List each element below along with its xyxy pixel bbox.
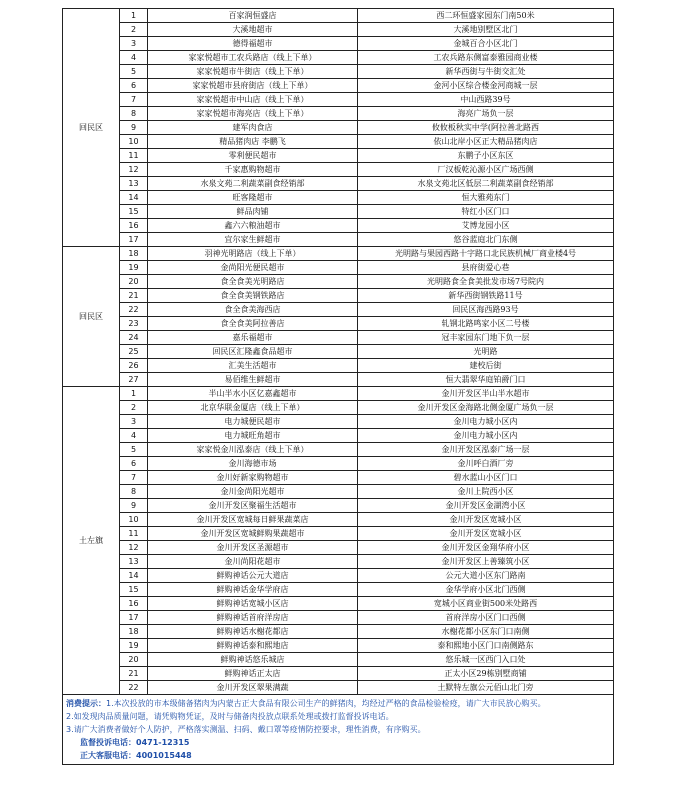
store-name: 回民区汇隆鑫食品超市 — [148, 345, 358, 359]
row-number: 21 — [120, 289, 148, 303]
store-address: 土默特左旗公元佰山北门旁 — [358, 681, 614, 695]
store-name: 家家悦超市海亮店（线上下单） — [148, 107, 358, 121]
row-number: 26 — [120, 359, 148, 373]
row-number: 14 — [120, 191, 148, 205]
store-address: 艾博龙园小区 — [358, 219, 614, 233]
row-number: 2 — [120, 401, 148, 415]
store-address: 金川开发区金湖湾小区 — [358, 499, 614, 513]
store-name: 鲜品肉铺 — [148, 205, 358, 219]
table-row — [63, 23, 614, 37]
row-number: 19 — [120, 639, 148, 653]
store-name: 金川好新家购物超市 — [148, 471, 358, 485]
table-row — [63, 345, 614, 359]
table-row — [63, 401, 614, 415]
row-number: 12 — [120, 541, 148, 555]
table-row — [63, 93, 614, 107]
supervision-hotline — [66, 736, 610, 749]
store-name: 食全食美钢铁路店 — [148, 289, 358, 303]
store-name: 北京华联金厦店（线上下单） — [148, 401, 358, 415]
row-number: 12 — [120, 163, 148, 177]
row-number: 25 — [120, 345, 148, 359]
row-number: 10 — [120, 513, 148, 527]
table-row — [63, 261, 614, 275]
store-address: 大溪地别墅区北门 — [358, 23, 614, 37]
row-number: 8 — [120, 485, 148, 499]
store-address: 金川开发区半山半水超市 — [358, 387, 614, 401]
row-number: 3 — [120, 37, 148, 51]
store-address: 恒大雅苑东门 — [358, 191, 614, 205]
store-address: 泰和熙地小区门口南侧路东 — [358, 639, 614, 653]
store-address: 冠丰家园东门地下负一层 — [358, 331, 614, 345]
district-cell: 回民区 — [63, 9, 120, 247]
store-table — [62, 8, 614, 765]
table-row — [63, 219, 614, 233]
row-number: 23 — [120, 317, 148, 331]
store-name: 金川海德市场 — [148, 457, 358, 471]
table-row — [63, 485, 614, 499]
store-address: 建校后街 — [358, 359, 614, 373]
table-row — [63, 555, 614, 569]
store-name: 食全食美海西店 — [148, 303, 358, 317]
table-row — [63, 569, 614, 583]
supervision-phone: 0471-12315 — [136, 738, 190, 747]
notice-title: 消费提示： — [66, 699, 106, 708]
store-address: 金川开发区金翔华府小区 — [358, 541, 614, 555]
table-row — [63, 51, 614, 65]
table-row — [63, 415, 614, 429]
store-address: 县府街爱心巷 — [358, 261, 614, 275]
store-address: 悠谷蓝庭北门东侧 — [358, 233, 614, 247]
table-row — [63, 387, 614, 401]
row-number: 21 — [120, 667, 148, 681]
service-hotline — [66, 749, 610, 762]
row-number: 13 — [120, 177, 148, 191]
store-name: 食全食美光明路店 — [148, 275, 358, 289]
store-address: 金川开发区金海路北侧金厦广场负一层 — [358, 401, 614, 415]
store-name: 千家惠购物超市 — [148, 163, 358, 177]
store-address: 光明路食全食美批发市场7号院内 — [358, 275, 614, 289]
table-row — [63, 667, 614, 681]
table-row — [63, 611, 614, 625]
row-number: 20 — [120, 275, 148, 289]
table-row — [63, 303, 614, 317]
store-address: 金城百合小区北门 — [358, 37, 614, 51]
row-number: 7 — [120, 471, 148, 485]
store-name: 金川开发区宽城每日鲜果蔬菜店 — [148, 513, 358, 527]
table-row — [63, 597, 614, 611]
table-row — [63, 373, 614, 387]
table-row — [63, 107, 614, 121]
table-row — [63, 457, 614, 471]
store-address: 公元大道小区东门路南 — [358, 569, 614, 583]
row-number: 16 — [120, 597, 148, 611]
store-address: 正太小区29栋别墅商铺 — [358, 667, 614, 681]
store-name: 零利便民超市 — [148, 149, 358, 163]
row-number: 9 — [120, 499, 148, 513]
store-name: 家家悦金川泓泰店（线上下单） — [148, 443, 358, 457]
store-name: 鲜购神话正太店 — [148, 667, 358, 681]
table-row — [63, 359, 614, 373]
store-address: 金川开发区宽城小区 — [358, 527, 614, 541]
table-row — [63, 149, 614, 163]
supervision-label: 监督投诉电话： — [80, 738, 136, 747]
table-row — [63, 289, 614, 303]
store-name: 嘉乐福超市 — [148, 331, 358, 345]
table-row — [63, 135, 614, 149]
store-name: 鲜购神话泰和熙地店 — [148, 639, 358, 653]
store-name: 大溪地超市 — [148, 23, 358, 37]
store-name: 金川开发区翠果满蔬 — [148, 681, 358, 695]
store-name: 金川金尚阳光超市 — [148, 485, 358, 499]
store-address: 依山北岸小区正大精品猪肉店 — [358, 135, 614, 149]
store-address: 悠乐城一区西门入口处 — [358, 653, 614, 667]
store-address: 海亮广场负一层 — [358, 107, 614, 121]
row-number: 14 — [120, 569, 148, 583]
row-number: 17 — [120, 611, 148, 625]
store-address: 恒大翡翠华庭铂爵门口 — [358, 373, 614, 387]
row-number: 6 — [120, 79, 148, 93]
store-name: 家家悦超市工农兵路店（线上下单） — [148, 51, 358, 65]
table-row — [63, 653, 614, 667]
row-number: 24 — [120, 331, 148, 345]
row-number: 6 — [120, 457, 148, 471]
store-name: 汇美生活超市 — [148, 359, 358, 373]
row-number: 15 — [120, 205, 148, 219]
store-name: 金川开发区圣源超市 — [148, 541, 358, 555]
store-address: 攸攸板秋实中学(阿拉善北路西 — [358, 121, 614, 135]
table-row — [63, 233, 614, 247]
store-name: 家家悦超市牛街店（线上下单） — [148, 65, 358, 79]
store-name: 金川开发区聚福生活超市 — [148, 499, 358, 513]
store-address: 中山西路39号 — [358, 93, 614, 107]
store-address: 金川开发区宽城小区 — [358, 513, 614, 527]
row-number: 27 — [120, 373, 148, 387]
row-number: 5 — [120, 65, 148, 79]
row-number: 7 — [120, 93, 148, 107]
row-number: 4 — [120, 51, 148, 65]
store-address: 厂汉板乾沁源小区广场西侧 — [358, 163, 614, 177]
store-name: 鲜购神话悠乐城店 — [148, 653, 358, 667]
store-name: 旺客隆超市 — [148, 191, 358, 205]
row-number: 18 — [120, 625, 148, 639]
store-address: 东鹏子小区东区 — [358, 149, 614, 163]
store-address: 工农兵路东侧富泰雅园商业楼 — [358, 51, 614, 65]
store-address: 金川开发区泓泰广场一层 — [358, 443, 614, 457]
store-address: 金川电力城小区内 — [358, 429, 614, 443]
store-name: 金川开发区宽城鲜购果蔬超市 — [148, 527, 358, 541]
table-row — [63, 275, 614, 289]
table-row — [63, 121, 614, 135]
store-name: 电力城旺角超市 — [148, 429, 358, 443]
store-address: 新华西街钢铁路11号 — [358, 289, 614, 303]
row-number: 13 — [120, 555, 148, 569]
row-number: 10 — [120, 135, 148, 149]
store-name: 鑫六六粮油超市 — [148, 219, 358, 233]
notice-line: 3.请广大消费者做好个人防护，严格落实测温、扫码、戴口罩等疫情防控要求，理性消费，有序购买。 — [66, 725, 426, 734]
table-row — [63, 527, 614, 541]
store-name: 家家悦超市县府街店（线上下单） — [148, 79, 358, 93]
row-number: 9 — [120, 121, 148, 135]
row-number: 18 — [120, 247, 148, 261]
table-row — [63, 37, 614, 51]
table-row — [63, 429, 614, 443]
row-number: 17 — [120, 233, 148, 247]
row-number: 11 — [120, 149, 148, 163]
store-name: 鲜购神话公元大道店 — [148, 569, 358, 583]
notice-row — [63, 695, 614, 765]
table-row — [63, 247, 614, 261]
district-cell: 土左旗 — [63, 387, 120, 695]
store-address: 金华学府小区北门西侧 — [358, 583, 614, 597]
row-number: 3 — [120, 415, 148, 429]
store-name: 鲜购神话金华学府店 — [148, 583, 358, 597]
store-address: 金川上院西小区 — [358, 485, 614, 499]
store-address: 金川开发区上善臻筑小区 — [358, 555, 614, 569]
table-row — [63, 681, 614, 695]
table-row — [63, 541, 614, 555]
row-number: 5 — [120, 443, 148, 457]
store-name: 金尚阳光便民超市 — [148, 261, 358, 275]
table-row — [63, 471, 614, 485]
table-row — [63, 191, 614, 205]
row-number: 11 — [120, 527, 148, 541]
service-phone: 4001015448 — [136, 751, 192, 760]
store-address: 宽城小区商业街500米处路西 — [358, 597, 614, 611]
store-table-body — [63, 9, 614, 765]
table-row — [63, 513, 614, 527]
store-name: 精品猪肉店 李鹏飞 — [148, 135, 358, 149]
table-row — [63, 583, 614, 597]
row-number: 16 — [120, 219, 148, 233]
row-number: 22 — [120, 303, 148, 317]
store-address: 新华西街与牛街交汇处 — [358, 65, 614, 79]
row-number: 19 — [120, 261, 148, 275]
store-address: 水榭花都小区东门口南侧 — [358, 625, 614, 639]
store-address: 水泉文苑北区低层二利蔬菜副食经销部 — [358, 177, 614, 191]
store-name: 建军肉食店 — [148, 121, 358, 135]
table-row — [63, 331, 614, 345]
store-address: 回民区海西路93号 — [358, 303, 614, 317]
store-name: 鲜购神话宽城小区店 — [148, 597, 358, 611]
store-name: 水泉文苑二利蔬菜副食经销部 — [148, 177, 358, 191]
store-list-sheet — [62, 8, 613, 803]
store-address: 首府洋房小区门口西侧 — [358, 611, 614, 625]
row-number: 20 — [120, 653, 148, 667]
store-name: 鲜购神话首府洋房店 — [148, 611, 358, 625]
table-row — [63, 177, 614, 191]
store-name: 家家悦超市中山店（线上下单） — [148, 93, 358, 107]
notice-cell — [63, 695, 614, 765]
store-address: 金川电力城小区内 — [358, 415, 614, 429]
store-name: 电力城便民超市 — [148, 415, 358, 429]
store-address: 光明路与果园西路十字路口北民族机械厂商业楼4号 — [358, 247, 614, 261]
row-number: 1 — [120, 9, 148, 23]
store-name: 宜尔家生鲜超市 — [148, 233, 358, 247]
table-row — [63, 65, 614, 79]
store-name: 德得福超市 — [148, 37, 358, 51]
table-row — [63, 443, 614, 457]
table-row — [63, 163, 614, 177]
row-number: 1 — [120, 387, 148, 401]
table-row — [63, 499, 614, 513]
row-number: 2 — [120, 23, 148, 37]
store-name: 食全食美阿拉善店 — [148, 317, 358, 331]
store-address: 光明路 — [358, 345, 614, 359]
store-address: 碧水蓝山小区门口 — [358, 471, 614, 485]
store-address: 特红小区门口 — [358, 205, 614, 219]
store-address: 西二环恒盛家园东门南50米 — [358, 9, 614, 23]
table-row — [63, 317, 614, 331]
store-name: 金川尚阳花超市 — [148, 555, 358, 569]
table-row — [63, 639, 614, 653]
store-name: 易佰维生鲜超市 — [148, 373, 358, 387]
notice-line: 1.本次投放的市本级储备猪肉为内蒙古正大食品有限公司生产的鲜猪肉，均经过严格的食品检验检疫，请广大市民放心购买。 — [106, 699, 546, 708]
table-row — [63, 79, 614, 93]
row-number: 4 — [120, 429, 148, 443]
store-address: 金川呼白酒厂旁 — [358, 457, 614, 471]
row-number: 15 — [120, 583, 148, 597]
table-row — [63, 205, 614, 219]
store-address: 金河小区综合楼金河商城一层 — [358, 79, 614, 93]
store-name: 百家润恒盛店 — [148, 9, 358, 23]
notice-line: 2.如发现肉品质量问题，请凭购物凭证，及时与储备肉投放点联系处理或拨打监督投诉电话。 — [66, 712, 394, 721]
store-name: 半山半水小区亿嘉鑫超市 — [148, 387, 358, 401]
store-name: 鲜购神话水榭花都店 — [148, 625, 358, 639]
district-cell: 回民区 — [63, 247, 120, 387]
table-row — [63, 9, 614, 23]
table-row — [63, 625, 614, 639]
store-address: 轧钢北路鸣家小区二号楼 — [358, 317, 614, 331]
row-number: 22 — [120, 681, 148, 695]
row-number: 8 — [120, 107, 148, 121]
service-label: 正大客服电话： — [80, 751, 136, 760]
store-name: 羽神光明路店（线上下单） — [148, 247, 358, 261]
